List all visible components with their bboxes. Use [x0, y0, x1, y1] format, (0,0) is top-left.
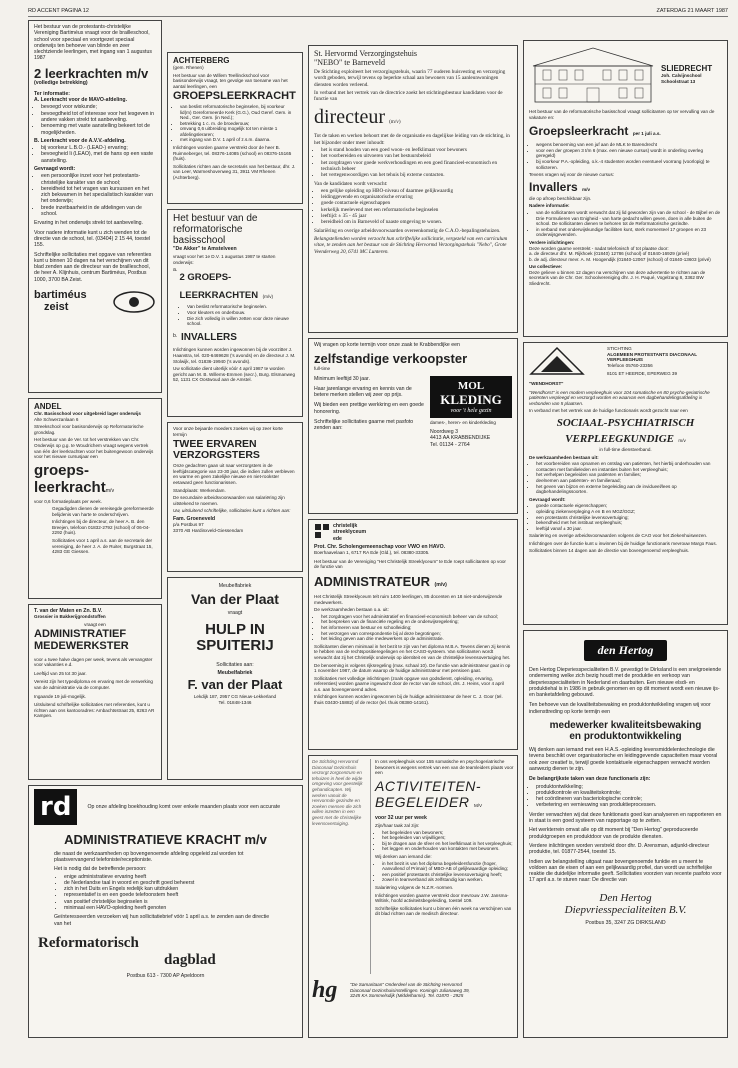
ad-text: Tot de taken en werken behoort met de de organisatie en dagelijkse leiding van de stichting, in het bijzonder onder meer inhoudt: — [314, 133, 510, 146]
list-item: • leeftijd: ± 35 - 45 jaar — [321, 213, 512, 219]
ad-text: die naast de werkzaamheden op bovengenoemde afdeling opgeleid zal worden tot plaatsvervangend telefoniste/receptioniste. — [54, 850, 244, 863]
mv-label: M/V — [473, 802, 483, 808]
contact-name: Fam. Groeneveld — [173, 515, 216, 522]
position-b-title: B. Leerkracht voor de A.V.V.-afdeling. — [34, 137, 126, 144]
ad-text: Inlichtingen worden gaarne verstrekt door de heer B. Ruimneberger, tel. 08376-14085 (school) en 08376-15165 (huis). — [173, 145, 292, 162]
contact-address: p/a Postbus 97 — [173, 522, 204, 528]
ad-headline: medewerker kwaliteitsbewaking — [549, 720, 702, 732]
ad-text: Van de kandidaten wordt verwacht: — [314, 180, 388, 187]
list-item: • betrekking 1 c. m. de broederouw; — [180, 121, 297, 127]
ad-headline-line2 — [34, 479, 156, 497]
ad-text: Sollicitaties voor 1 april a.s. aan de secretaris der vereniging, de heer J. A. de Ruiter, Burgstraat 15, 4283 GE Giessen. — [52, 538, 153, 555]
tasks-title: De werkzaamheden bestaan uit: — [529, 454, 599, 460]
list-item: • bevoegdheid tot of interesse voor het lesgeven in andere vakken strekt tot aanbeveling. — [41, 111, 156, 124]
position-a-title: A. Leerkracht voor de MAVO-afdeling. — [34, 97, 128, 104]
list-item: • bevoegheid Ii (LEAO), met de hans op een vaste aanstelling. — [41, 151, 156, 164]
section-title: Verdere inlichtingen: — [529, 239, 575, 245]
ad-reformatorisch-dagblad — [28, 785, 303, 1038]
ad-text: De secundaire arbeidsvoorwaarden van salariëring zijn uitstekend te noemen. — [173, 495, 285, 506]
ad-den-hertog — [523, 630, 728, 1038]
tasks-title: Zijn/haar taak zal zijn: — [375, 823, 420, 829]
ad-headline-line — [529, 122, 722, 140]
ad-text: Uw sollicitatie dient uiterlijk vóór 4 april 1987 te worden gericht aan M. B. Willems-Emmen (secr.), Burg. Elsmanweg 52, 1131 CX Oostwoud aan de Amstel. — [173, 366, 296, 383]
ad-text: Deze worden gaarne verstrekt - nadat telefonisch of tot plaatse door: — [529, 245, 669, 251]
ad-subheadline: (volledige betrekking) — [34, 80, 88, 87]
list-item: • in het bezit is van het diploma begeleidersfunctie (hoger, Aanvullend of Primair) of MBO-AB of gelijkwaardige opleiding; — [382, 861, 514, 872]
headline-sub: die op afroep beschikbaar zijn. — [529, 195, 592, 201]
paper-name: Reformatorisch — [38, 934, 139, 951]
ad-text: Vereist zijn het typediploma en ervaring met de verwerking van de administratie via de computer. — [34, 679, 153, 690]
ad-text: Salariëring volgens de N.Z.R.-normen. — [375, 885, 454, 891]
list-item: • een gelijke opleiding op HBO-niveau of daarmee gelijkwaardig — [321, 188, 512, 194]
item-number: a. — [173, 267, 178, 274]
org-address: 8101 ET HEERDE, EPERWEG 39 — [607, 371, 678, 377]
ad-text: Ervaring in het onderwijs strekt tot aanbeveling. — [34, 220, 143, 227]
ad-bartimeus — [28, 20, 162, 393]
ad-text: Deze gelieve u binnen 12 dagen na verschijnen van deze advertentie te richten aan de secretaris van de Chr. Ger. Schoolvereniging dhr. J. H. Paqué, Vogelzang 8, 3362 BW Sliedrecht. — [529, 269, 706, 287]
bartimeus-logo — [34, 289, 156, 315]
ad-achterberg — [167, 52, 303, 204]
ad-headline: Invallers — [529, 179, 578, 194]
list-item: • brede inzetbaarheid in de afdelingen van de school. — [41, 205, 156, 218]
headline-sub: per 1 juli a.s. — [632, 131, 661, 137]
company-address: Postbus 35, 3247 ZG DIRKSLAND — [585, 919, 666, 926]
ad-de-samaritaan — [308, 755, 518, 1038]
ad-top — [529, 346, 722, 387]
ad-headline: ACTIVITEITEN- — [375, 777, 482, 794]
list-item: • het is stand houden van een goed woon- en leefklimaat voor bewoners — [321, 147, 512, 153]
org-logo-block — [314, 523, 512, 542]
ad-intro: Voor onze bejaarde moeders zoeken wij op zeer korte termijn — [173, 426, 283, 437]
item-a — [173, 267, 297, 303]
list-item: • Voor kleuters en onderbouw. — [187, 310, 297, 316]
ad-intro: Den Hertog Diepvriesspecialiteiten B.V. gevestigd te Dirksland is een snelgroeiende onderneming welke zich bezig houdt met de produktie en verkoop van diepvriesspecialiteiten in Nederland en daarbuiten. Een nieuwe elsdi- en produktiehal is in 1986 in gebruik genomen en op dit moment wordt een nieuwe ijs- en banketafdeling gebouwd. — [529, 667, 722, 699]
contact-address: 3370 AB Hardinxveld-Giessendam — [173, 527, 244, 533]
ad-text: In verband met het vertrek van de huidige functionaris wordt gezocht naar een — [529, 408, 688, 414]
ad-text: Inlichtingen kunnen worden ingewonnen bij de voorzitter J. Haanstra, tel. 020-6469628 ('s avonds) en de directeur J. M. Stolwijk, tel. 01836-19940 ('s avonds). — [173, 347, 296, 364]
list-item: • bij voorkeur L.B.O.- (LEAO-) ervaring; — [41, 145, 156, 151]
ad-text: Het bestuur van de Willem Teellinckschool voor basisonderwijs vraagt, ten gevolge van toename van het aantal leerlingen, een — [173, 72, 288, 89]
org-name: "WENDHORST" — [529, 381, 564, 386]
footer-text: 3245 KA Sommelsdijk (Middelharnis). Tel. 01870 - 2925 — [350, 993, 464, 999]
hours: voor 32 uur per week — [375, 814, 427, 821]
list-item: • het informeren van bestuur en schoolleiding; — [321, 625, 512, 631]
item-number: b. — [173, 332, 178, 339]
ad-text: Sollicitaties met volledige inlichtingen (zoals opgave van godsdienst, opleiding, ervaring, referenties) worden gaarne ingewacht door de rector van de school, drs. J. Heins, voor 4 april a.s. aan bovengenoemd adres. — [314, 675, 504, 692]
list-item: • het vertegenwoordigen van het tehuis bij externe contacten. — [321, 172, 512, 178]
footer-text: "De Samaritaan" Onderdeel van de Stichting Hervormd — [350, 982, 463, 988]
ad-text: Ten behoeve van de kwaliteitsbewaking en produktontwikkeling vragen wij voor indiensttreding op korte termijn een — [529, 702, 711, 715]
ad-andel — [28, 398, 162, 599]
company-signature: Den Hertog — [599, 891, 652, 904]
ad-sliedrecht — [523, 40, 728, 337]
ad-text: Inlichtingen worden gaarne verstrekt door mevrouw J.W. Jansma-Wiltink, hoofd activiteitsbegeleiding, toestel 109. — [375, 892, 509, 904]
ad-nebo — [308, 45, 518, 333]
school-address: Schoolstraat 13 — [661, 78, 696, 84]
ad-text: vraagt voor het 1e D.V. 1 augustus 1987 te starten onderwijs: — [173, 254, 276, 265]
store-address: 4413 AA KRABBENDIJKE — [430, 435, 491, 442]
ad-text: Verder verwachten wij dat deze funktionaris goed kan analyseren en rapporteren en in staat is een goed systeem van rapportage op te zetten. — [529, 811, 722, 825]
ad-text: vraagt een — [84, 621, 106, 627]
ad-text: Het bestuur van de Ver. tot het verstrekken van Chr. Onderwijs op g.g. te Woudrichem vraagt wegens vertrek van één der leerkrachten voor het buitengewoon onderwijs voor het nieuwe cursusjaar een — [34, 437, 154, 460]
ad-text: Het is nodig dat de betreffende persoon: — [54, 866, 147, 873]
ad-top — [34, 789, 297, 825]
org-name: VERPLEEGHUIS — [607, 357, 643, 363]
ad-text: De werkzaamheden bestaan o.a. uit: — [314, 607, 389, 613]
list-item: • produktontwikkeling; — [536, 784, 722, 790]
ad-streeklyceum-ede — [308, 519, 518, 750]
ad-headline: en produktontwikkeling — [569, 731, 682, 743]
store-sub: dames-, heren- en kinderkleding — [430, 419, 496, 425]
list-item: • leidinggevende en organisatorische ervaring — [321, 194, 512, 200]
org-name: "NEBO" te Barneveld — [314, 58, 385, 67]
ad-headline: directeur — [314, 106, 386, 129]
ad-headline-line — [314, 573, 512, 591]
mv-label: (m/v) — [434, 581, 447, 588]
ad-text: Inlichtingen kunnen worden ingewonnen bij de huidige administrateur de heer C. J. Goor (tel. thuis 03430-15882) of de rector (tel. thuis 08380-14161). — [314, 694, 503, 706]
ad-text: Schriftelijke sollicitaties kunt u binnen één week na verschijnen van dit blad richten aan de medisch directeur. — [375, 905, 512, 917]
ad-text: Sollicitanten dienen minimaal in het bezit te zijn van het diploma M.B.A. Tevens dienen zij kennis te hebben van de rechtspositieregelingen en het CASO-systeem. Van sollicitanten wordt verwacht dat zij het Christelijk onderwijs op identiteit en van de christelijke levensovertuiging het. — [314, 643, 511, 660]
contact-line: b. de adj. directeur mevr. A. M. Hoogendijk (01840-12067 (school) of 01840-13603 (privé) — [529, 256, 711, 262]
ad-headline: leerkracht — [34, 478, 106, 496]
samaritaan-logo: hg — [312, 977, 338, 1003]
list-item: • een protestants christelijke levensovertuiging; — [536, 515, 722, 521]
ad-text: Inlichtingen bij de directeur, de heer A. B. den Breejen, telefoon 01832-2792 (school) of 06-04-2292 (huis). — [52, 519, 150, 536]
list-item: • Van beslist reformatorische beginselen. — [187, 304, 297, 310]
list-item: • omvang 0,6 uitbreiding mogelijk tot ten minste 1 afdelingsleraren; — [180, 126, 297, 137]
ad-text: De Stichting exploiteert het verzorgingstehuis, waarin 77 ouderen huisvesting en verzorging wordt geboden, terwijl tevens op beperkte schaal aan bewoners van 15 aanleunwoningen diensten worden verleend. — [314, 69, 506, 88]
list-item: • zowel in teamverband als zelfstandig kan werken. — [382, 877, 514, 883]
ad-body — [312, 759, 514, 974]
ad-headline: BEGELEIDER — [375, 793, 470, 810]
list-item: • deelnemen aan patiënten- en familieraad; — [536, 478, 722, 484]
list-item: • met ingang van D.V. 1 april of z.s.m. daarna. — [180, 137, 297, 143]
company-phone: Tel. 01848-1346 — [218, 699, 252, 705]
mol-kleding-logo — [430, 376, 512, 418]
sidebar-text: De Stichting Hervormd Diaconaal Gezinshuis verzorgt zorgcentrum en tehuizen in heel de wijde omgeving voor geestelijk gehandicapten. Wij werken vanuit de Hervormde gezindte en zoeken mensen die zich willen inzetten in een geest met de christelijke levensovertuiging. — [312, 759, 371, 974]
wendhorst-logo-icon — [529, 346, 585, 376]
den-hertog-logo: den Hertog — [584, 640, 668, 661]
list-item: • het bespreken van de financiële regeling en de onderwijsregelering; — [321, 619, 512, 625]
org-name: ede — [333, 535, 342, 542]
ad-text: Wij denken aan iemand met een H.A.S.-opleiding levensmiddelentechnologie die tevens beschikt over organisatorische en leidinggevende capaciteiten maar vooral ook zeer creatief is, terwijl goede kontaktuele eigenschappen verwacht worden aanwezig dienen te zijn. — [529, 747, 718, 772]
company-address: Lekdijk 187, 2957 CG Nieuw-Lekkerland — [193, 694, 277, 700]
company-signature: Diepvriesspecialiteiten B.V. — [564, 903, 687, 916]
item-b — [173, 333, 297, 344]
ad-text: Wij bieden een prettige werkkring en een goede honorering. — [314, 402, 424, 415]
ad-headline: SOCIAAL-PSYCHIATRISCH — [556, 416, 695, 429]
footer-text: Diaconaal Gezinshuisinstellingen. Koningin Julianaweg 39, — [350, 987, 470, 993]
org-name: streeklyceum — [333, 529, 367, 536]
list-item: • goede contactuele eigenschappen; — [536, 503, 722, 509]
ad-headline: zelfstandige verkoopster — [314, 351, 468, 367]
list-item: • benoeming met vaste aanstelling bekeert tot de mogelijkheden. — [41, 123, 156, 136]
ad-text: De benoeming is volgens rijksregeling (max. schaal 10). De functie van administrateur gaat in op 1 november 1987, de datum waarop de huidige administrateur met pensioen gaat. — [314, 662, 511, 674]
section-title: Nadere informatie: — [529, 203, 570, 209]
ad-text: Sollicitaties richten aan de secretaris van het bestuur, dhr. J. van Leer, Warmeshovenweg 31, 3911 VM Rhenen (Achterberg). — [173, 163, 296, 181]
page-header — [28, 6, 728, 17]
hours: in full-time dienstverband. — [599, 446, 652, 452]
ad-headline-line — [375, 794, 514, 812]
ad-body — [314, 376, 512, 448]
ad-text: Sollicitaties binnen 14 dagen aan de directie van bovengenoemd verpleeghuis. — [529, 548, 690, 554]
item-headline: INVALLERS — [181, 331, 237, 343]
requirements-title: Gevraagd wordt: — [34, 165, 76, 172]
ad-headline: Het bestuur van de reformatorische basisschool — [173, 213, 258, 246]
list-item: • het geven van bijzon en externe begeleiding aan de invidueel/lees op dagbehandelingssoorten. — [536, 484, 722, 495]
requirements-title: Gevraagd wordt: — [529, 496, 566, 502]
ad-text: Streekschool voor basisonderwijs op Reformatorische grondslag. — [34, 424, 144, 435]
list-item: • het zorgdragen voor goede werkverhoudingen en een goed financieel-economisch en technisch beheer — [321, 160, 512, 173]
ad-headline: ADMINISTRATIEF MEDEWERKSTER — [34, 628, 129, 653]
company-name: Van der Plaat — [191, 591, 279, 608]
list-item: • het voorbereiden van opnamen en ontslag van patiënten, het hierbij onderhouden van contacten met familieleden en instanties buiten het verpleeghuis; — [536, 461, 722, 472]
list-item: • het leiding geven aan drie medewerkers op de administratie. — [321, 636, 512, 642]
logo-block — [529, 346, 607, 387]
school-building-icon — [529, 44, 657, 106]
ad-text: Ingaande 19 juli-mogelijk. — [34, 693, 87, 699]
list-item: • verbetering en vernieuwing van produktieprocessen. — [536, 802, 722, 808]
list-item: • het coördineren van bacteriologische controle; — [536, 796, 722, 802]
list-item: • het begeleiden van bewoners; — [382, 830, 514, 836]
ad-text: Schriftelijke sollicitaties gaarne met pasfoto zenden aan: — [314, 419, 414, 432]
ad-top — [529, 44, 722, 106]
ad-text: Uitsluitend schriftelijke sollicitaties met referenties, kunt u richten aan ons kantooradres: Ambachtsstraat 25, 8263 AR Kampen. — [34, 702, 155, 719]
company-top: Meubelfabriek — [217, 670, 253, 677]
ad-text: Standplaats: Werkendam. — [173, 487, 226, 493]
ad-headline: VERPLEEGKUNDIGE — [565, 432, 674, 445]
list-item: • bevoegd voor wiskunde; — [41, 104, 156, 110]
footer — [312, 977, 514, 1004]
mv-label: m/v — [105, 487, 115, 494]
ad-intro: Op onze afdeling boekhouding komt over enkele maanden plaats voor een accurate — [87, 803, 281, 810]
ad-intro: In ons verpleeghuis voor 155 somatische en psychogeriatrische bewoners is wegens vertrek van een van de teamleiders plaats voor een — [375, 759, 514, 776]
list-item: • het begeleiden van vrijwilligers; — [382, 835, 514, 841]
org-name: ACHTERBERG — [173, 56, 230, 65]
ad-text: Inlichtingen over de functie kunt u inwinnen bij de huidige functionaris mevrouw Margo Faus. — [529, 540, 717, 546]
ad-text: Uw, uitsluitend schriftelijke, sollicitaties kunt u richten aan: — [173, 508, 291, 514]
ad-headline: Groepsleerkracht — [529, 124, 629, 139]
ad-text: Indien uw belangstelling uitgaat naar bovengenoemde funktie en u meent te voldoen aan de eisen of aan een gelijkwaardig profiel, dan wordt uw schriftelijke reaktie die duidelijke informatie geeft. Sollicitaties voorzien van recente pasfoto voor 17 april a.s. te sturen naar: De directie van — [529, 858, 722, 884]
list-item: • bij te dragen aan de sfeer en het leefklimaat in het verpleeghuis; — [382, 841, 514, 847]
ad-intro: Het bestuur van de protestants-christelijke Vereniging Bartiméus vraagt voor de brailleschool, school voor speciaal en voortgezet speciaal onderwijs ten behoeve van blinde en zeer slechtziende leerlingen, met ingang van 1 augustus 1987 — [34, 24, 152, 62]
paper-name: dagblad — [164, 951, 216, 968]
ad-text: voor ± twee halve dagen per week, tevens als vervangster voor vakanties e.d. — [34, 656, 153, 668]
tasks-title: De belangrijkste taken van deze functionaris zijn: — [529, 776, 651, 783]
org-name: ANDEL — [34, 402, 62, 411]
org-sub: (gem. Rhenen) — [173, 65, 204, 70]
paper-address: Postbus 613 - 7300 AP Apeldoorn — [126, 972, 205, 979]
ad-headline-line — [314, 106, 512, 129]
org-name: STICHTING — [607, 346, 632, 351]
list-item: • van de sollicitanten wordt verwacht dat zij lid geworden zijn van de school - de Bijbel en de Drie Formulieren van Enigheid - van harte gedacht willen geven, doen in alle buiten de school. De sollicitanten dienen te behoren tot de Reformatorische gezindte. — [536, 210, 722, 227]
ad-verzorgsters — [167, 422, 303, 572]
org-name: christelijk — [333, 523, 358, 529]
ad-intro: Wij vragen op korte termijn voor onze zaak te Krabbendijke een — [314, 342, 460, 348]
ad-text: Gegadigden dienen de vereisegde gereformeerde belijdenis van harte te onderschrijven. — [52, 506, 154, 517]
ad-headline: groeps- — [34, 461, 90, 479]
ad-headline: HULP IN — [205, 621, 265, 639]
list-item: • bij voorkeur P.A.-opleiding, o.k.-4 studenten worden eventueel voorrang (voorlopig) te sollicteren. — [536, 159, 722, 170]
logo-block — [529, 640, 722, 661]
list-item: • een persoonlijke inzet voor het protestants-christelijke karakter van de school; — [41, 173, 156, 186]
ad-headline-line — [529, 178, 722, 196]
ad-de-akker — [167, 209, 303, 417]
ad-wendhorst — [523, 342, 728, 625]
list-item: • representatief is en een goede telefoonstem heeft — [64, 892, 297, 898]
rd-logo: rd — [34, 789, 77, 825]
company-name: T. van der Maten en Zn. B.V. — [34, 608, 103, 614]
logo-word: MOL — [457, 379, 485, 392]
header-left: RD ACCENT PAGINA 12 — [28, 8, 89, 14]
logo-word: bartiméus — [34, 289, 87, 302]
mv-label: m/v — [678, 437, 686, 443]
ad-text: Haar jarenlange ervaring en kennis van de betere merken stellen wij zeer op prijs. — [314, 385, 412, 399]
header-right: ZATERDAG 21 MAART 1987 — [656, 8, 728, 14]
ad-text: Geïnteresseerden verzoeken wij hun sollicitatiebrief vóór 1 april a.s. te zenden aan de directie van het — [54, 914, 270, 927]
org-name: ALGEMEEN PROTESTANTS DIACONAAL — [607, 351, 698, 357]
ad-text: Het Christelijk Streeklyceum telt ruim 1400 leerlingen, 85 docenten en 18 niet-onderwijzende medewerkers. — [314, 593, 503, 605]
item-headline: 2 GROEPS-LEERKRACHTEN — [179, 272, 259, 302]
ad-headline: ADMINISTRATEUR — [314, 573, 431, 589]
list-item: • van positief christelijke beginselen is — [64, 899, 297, 905]
ad-text: Het bestuur van de Vereniging "Het Christelijk Streeklyceum" te Ede roept sollicitanten op voor de functie van — [314, 558, 506, 570]
company-top: Meubelfabriek — [218, 583, 252, 589]
ad-headline: TWEE ERVAREN VERZORGSTERS — [173, 438, 260, 462]
list-item: • in verband met onderwijskundige facilititen kunt, sterk momenteel 17 groepen en 23 onderwijsgevenden. — [536, 227, 722, 238]
contact-line: a. de directeur dhr. M. Rijkhoek (01840) 12786 (school) of 01840-16929 (privé) — [529, 251, 690, 257]
ad-mol-kleding — [308, 338, 518, 514]
store-address: Noordweg 3 — [430, 429, 458, 436]
section-title: Uw collectieve: — [529, 264, 563, 270]
list-item: • het verhelpen begeleiden van patiënten en families; — [536, 472, 722, 478]
list-item: • wegens benoeming van een juf aan de MLK te Barendrecht — [536, 142, 722, 148]
ad-text: Sollicitaties aan: — [216, 661, 254, 668]
ad-text: Tevens vragen wij voor de nieuwe cursus: — [529, 172, 615, 178]
org-sub: Chr. Basisschool voor uitgebreid lager onderwijs — [34, 411, 141, 416]
ad-headline: GROEPSLEERKRACHT — [173, 90, 296, 103]
list-item: • bereidheid om in Barneveld of naaste omgeving te wonen. — [321, 219, 512, 225]
list-item: • voor een der groepen 3 t/m 6 (max. een nieuwe cursus) wordt in onderling overleg geregeld) — [536, 148, 722, 159]
list-item: • bereidheid tot het vragen van kursussen en het zich bekwamen in het specialistisch karakter van het onderwijs; — [41, 186, 156, 205]
ad-headline: 2 leerkrachten m/v — [34, 65, 149, 81]
list-item: • enige administratieve ervaring heeft — [64, 874, 297, 880]
list-item: • kerkelijk meelevend met een reformatorische beginselen — [321, 207, 512, 213]
list-item: • zich in het Duits en Engels redelijk kan uitdrukken — [64, 886, 297, 892]
ad-text: full-time — [314, 365, 331, 371]
list-item: • het zorgdragen voor het administratief en financieel-economisch beheer van de school; — [321, 614, 512, 620]
list-item: • het voorbereiden en uitvoeren van het bestuursbeleid — [321, 153, 512, 159]
list-item: • van beslist reformatorische beginselen, bij voorkeur lid(m) Gereformeerde Kerk (G.G.), Oud Geref. Gem. in Ned., Ger. Gem. (in Ned.); — [180, 104, 297, 121]
ad-intro: Het bestuur van de reformatorische basisschool vraagt sollicitanten op ter vervulling van de vakature en: — [529, 109, 715, 120]
school-name: "De Akker" te Amstelveen — [173, 246, 237, 252]
org-address: Alte Schwerzanlaan 6 — [34, 416, 79, 422]
city-name: SLIEDRECHT — [661, 64, 713, 73]
ad-text: Belangstellenden worden verzocht hun schriftelijke sollicitatie, vergezeld van een curriculum vitae, te zenden aan het bestuur van de Stichting Hervormd Verzorgingstehuis "Nebo", Grote Veenderweg 20, 6741 MC Lunteren. — [314, 235, 508, 255]
list-item: • minimaal een HAVO-opleiding heeft genoten — [64, 905, 297, 911]
school-name: Joh. Calvijnschool — [661, 73, 702, 78]
mv-label: (m/v) — [389, 119, 401, 126]
list-item: • leeftijd vanaf ± 30 jaar. — [536, 526, 722, 532]
ad-text: Salariëring en overige arbeidsvoorwaarden volgens de CAO voor het Ziekenhuiswezen. — [529, 533, 708, 539]
ad-text: Minimum leeftijd 30 jaar. — [314, 375, 370, 382]
org-phone: Telefoon 05760-23356 — [607, 362, 653, 368]
ad-text: Voor nadere informatie kunt u zich wenden tot de directie van de school, tel. (03404) 2 15 44, toestel 155. — [34, 229, 151, 249]
logo-word: KLEDING — [440, 391, 502, 407]
ad-intro: "Wendhorst" is een modern verpleeghuis voor 104 somatische en 80 psycho-geriatrische patiënten verpleegd en verzorgd worden en waarvan een dagbehandelingsafdeling is verbonden van 5 plaatsen. — [529, 389, 710, 406]
school-address: Boerhaavelaan 1, 6717 RA Ede (Gld.), tel. 08380-33305. — [314, 550, 430, 556]
ad-text: Verdere inlichtingen worden verstrekt door dhr. D. Arensman, adjunkt-directeur produktie, tel. 01877-2544, toestel 15. — [529, 842, 710, 856]
org-name: St. Hervormd Verzorgingstehuis — [314, 49, 418, 58]
ad-text: Het werkterrein omvat alle op dit moment bij "Den Hertog" geproduceerde produktgroepen en produktdoor van de produkte diensten. — [529, 827, 699, 840]
ad-headline: ADMINISTRATIEVE KRACHT m/v — [64, 832, 267, 847]
list-item: • het leggen en onderhouden van kontakten met bewoners. — [382, 846, 514, 852]
ad-text: voor 0,6 formatieplaats per week. — [34, 498, 102, 504]
list-item: • produktkontrole en kwaliteitskontrole; — [536, 790, 722, 796]
list-item: • goede contactuele eigenschappen — [321, 200, 512, 206]
ad-van-der-maten — [28, 604, 162, 780]
logo-slogan: voor 't hele gezin — [450, 407, 492, 414]
list-item: • het verzorgen van correspondentie bij al deze begrotingen; — [321, 631, 512, 637]
ad-headline: SPUITERIJ — [196, 637, 274, 655]
mv-label: m/v — [582, 186, 591, 192]
company-sub: Grossier in Bakkerijgrondstoffen — [34, 614, 106, 620]
school-logo-icon — [314, 523, 330, 541]
list-item: • de Nederlandse taal in woord en geschrift goed beheerst — [64, 880, 297, 886]
eye-logo-icon — [112, 289, 156, 315]
school-name: Prot. Chr. Scholengemeenschap voor VWO en HAVO. — [314, 543, 446, 550]
mv-label: (m/v) — [262, 294, 274, 300]
store-phone: Tel. 01134 - 2764 — [430, 441, 470, 448]
ad-text: vraagt — [227, 609, 243, 616]
logo-word: zeist — [44, 301, 69, 314]
list-item: • opleiding ziekenverpleging A en B en MGZ/GGZ; — [536, 509, 722, 515]
ad-text: Salariëring en overige arbeidsvoorwaarden overeenkomstig de C.A.O.-bepalingstehuizen. — [314, 227, 501, 234]
requirements-title: Wij denken aan iemand die: — [375, 854, 432, 860]
ad-text: Leeftijd van 25 tot 30 jaar. — [34, 670, 87, 676]
ad-text: Onze gedachten gaan uit naar verzorgsters in de leeftijdscategorie van 23-30 jaar, die indien zullen verbleven en warme en geen zakelijke nieuwe en niet-rookster eetaward geen functionarissen. — [173, 463, 295, 485]
section-title: Ter informatie: — [34, 90, 70, 97]
ad-headline-line — [529, 429, 722, 447]
list-item: • bekendheid met het instituut verpleeghuis; — [536, 520, 722, 526]
ad-van-der-plaat — [167, 577, 303, 780]
list-item: • Die zich volledig in willen zetten voor deze nieuwe school. — [187, 316, 297, 327]
ad-text: Schriftelijke sollicitaties met opgave van referenties kunt u binnen 10 dagen na het verschijnen van dit blad zenden aan de directeur van de brailleschool, de heer A. Klijnhuis, centrum Bartiméus, Postbus 1000, 3700 BA Zeist. — [34, 251, 152, 283]
list-item: • een positief protestants christelijke levensovertuiging heeft; — [382, 872, 514, 878]
company-name: F. van der Plaat — [187, 677, 283, 693]
ad-text: In verband met het vertrek van de directrice zoekt het stichtingsbestuur kandidaten voor de functie van — [314, 89, 503, 103]
